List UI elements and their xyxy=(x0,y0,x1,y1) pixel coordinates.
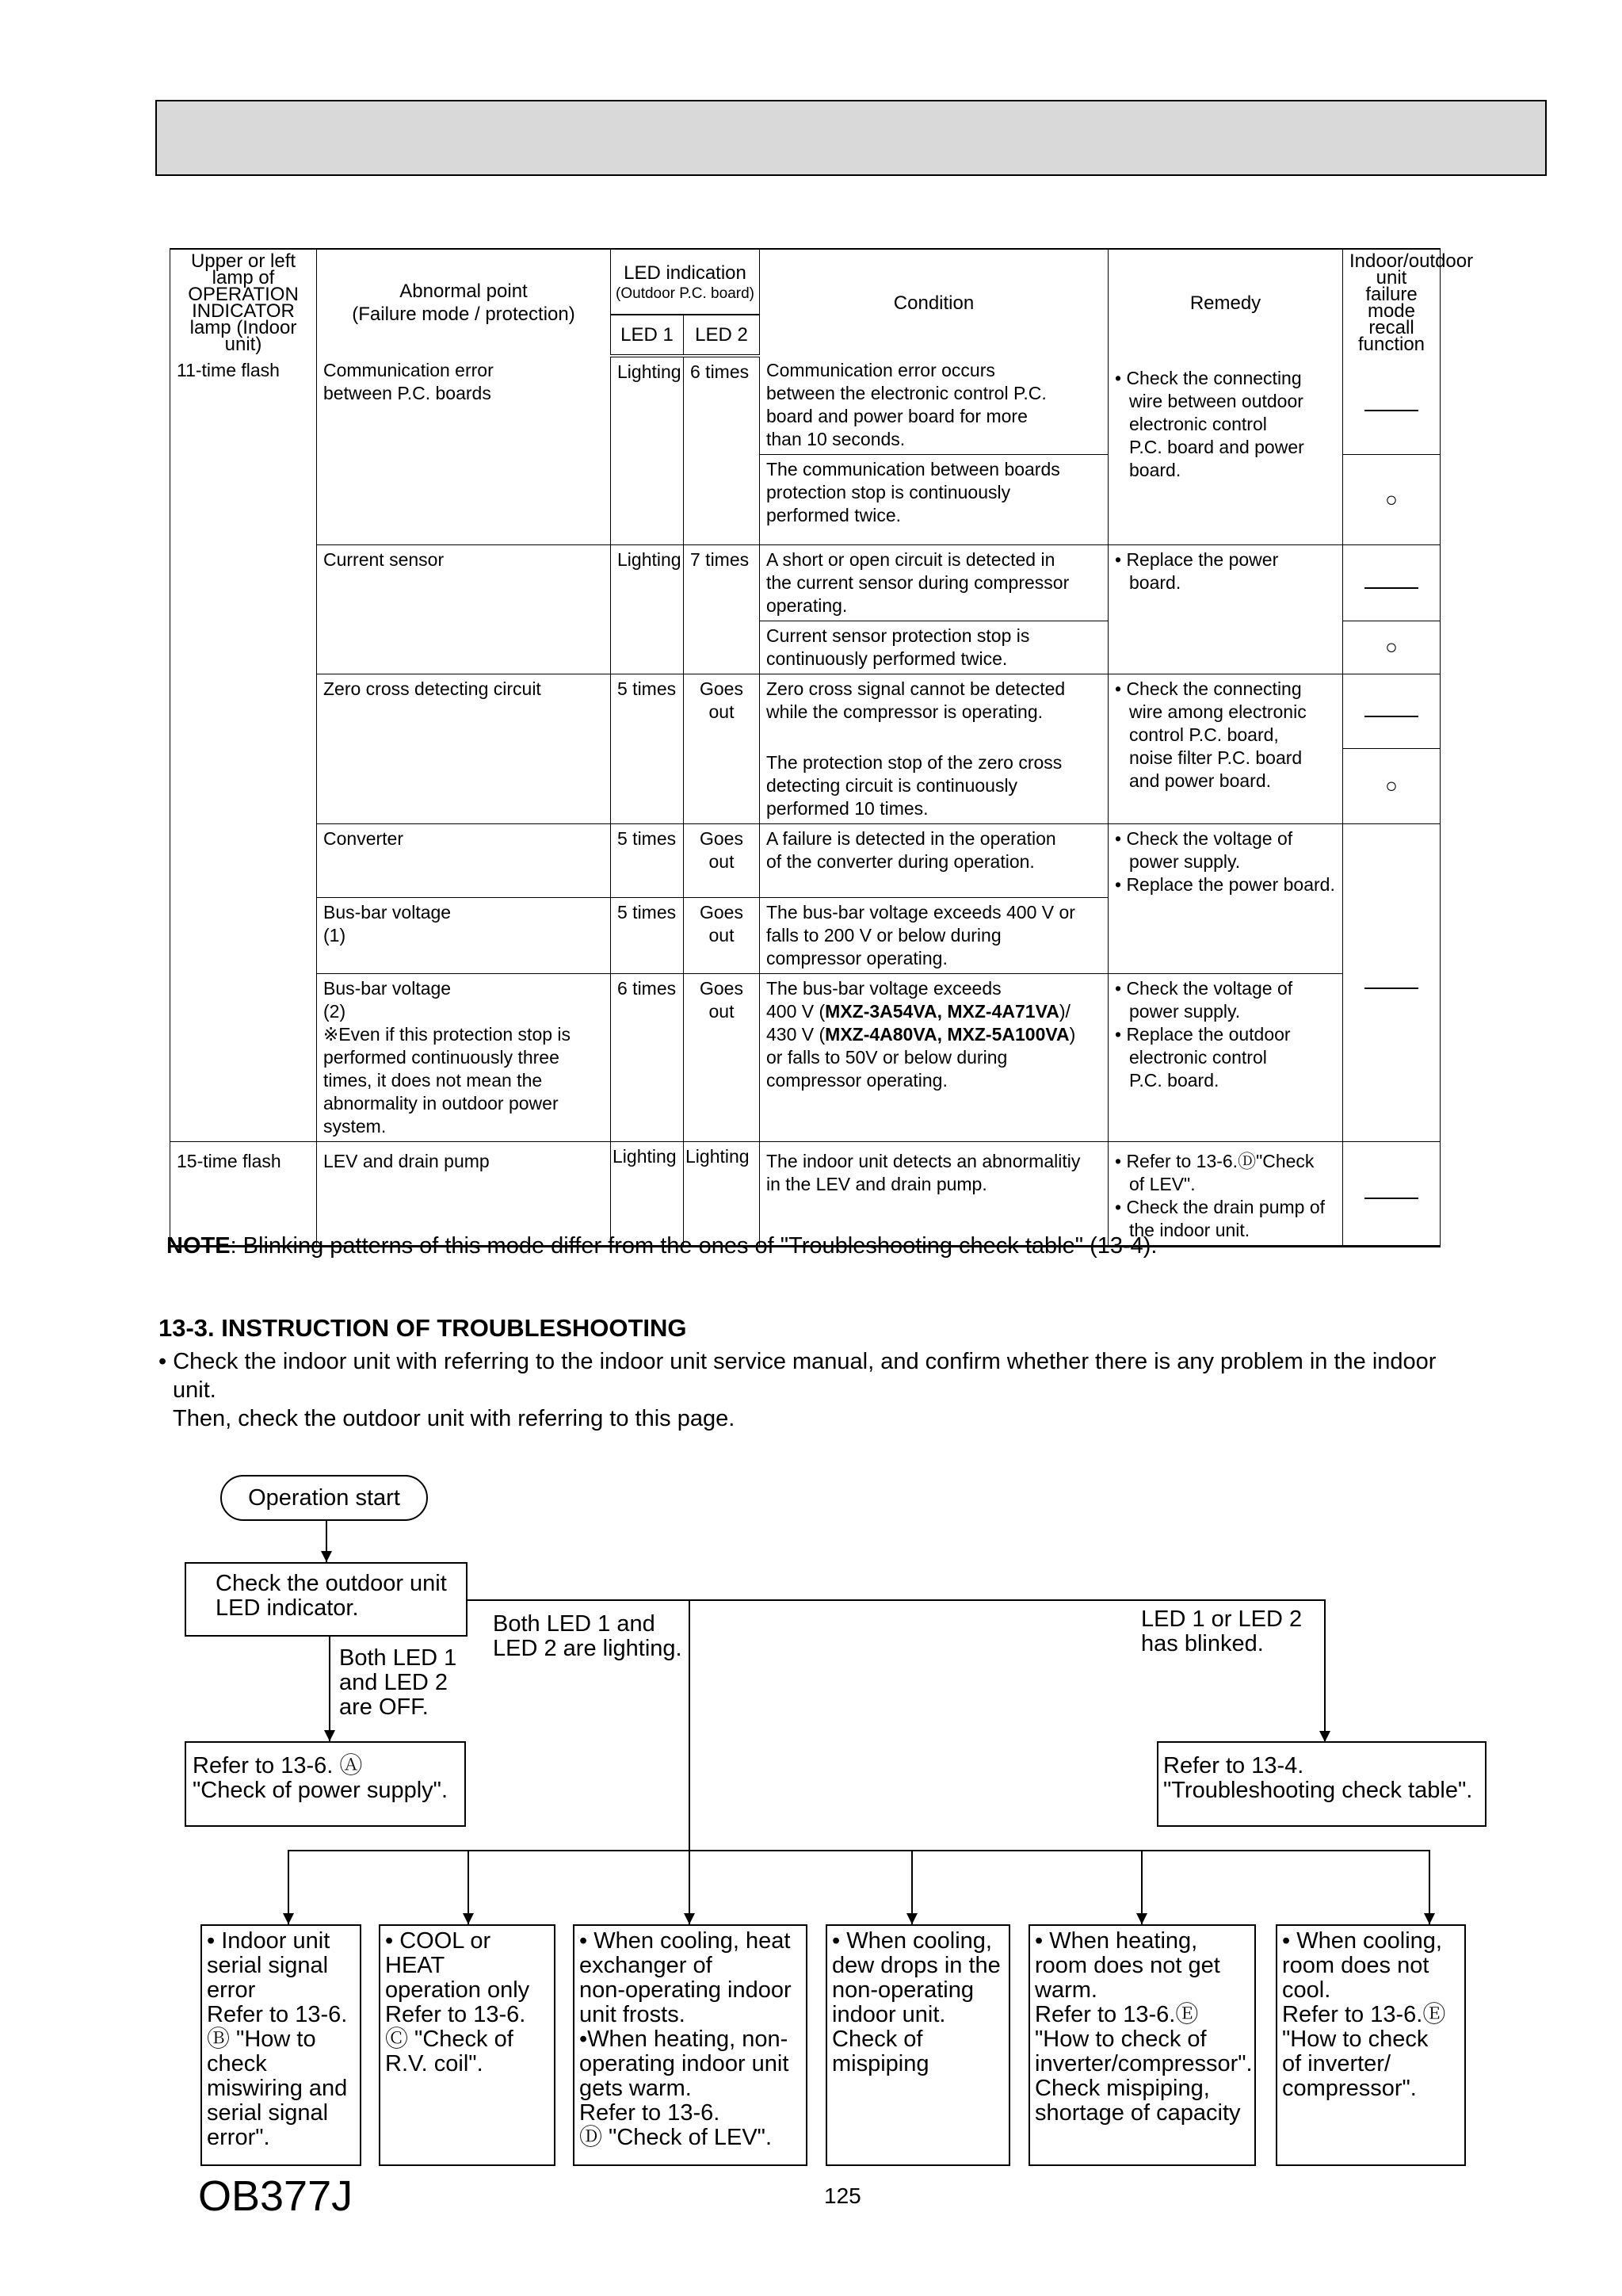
led1-value: Lighting xyxy=(611,1142,684,1247)
led2-value: Goes out xyxy=(684,824,760,898)
header-recall: Indoor/outdoor unit failure mode recall function xyxy=(1343,249,1441,356)
header-remedy: Remedy xyxy=(1109,249,1343,356)
led1-value: Lighting xyxy=(611,356,684,545)
table-row xyxy=(170,1142,1441,1247)
remedy-text: • Check the voltage of power supply. • Replace the outdoor electronic control P.C. board. xyxy=(1109,974,1343,1142)
condition-text: The indoor unit detects an abnormalitiy in the LEV and drain pump. xyxy=(760,1142,1109,1247)
note: NOTE: Blinking patterns of this mode differ from the ones of "Troubleshooting check table" (13-4). xyxy=(166,1233,1158,1259)
remedy-text: • Refer to 13-6.Ⓓ"Check of LEV". • Check the drain pump of the indoor unit. xyxy=(1109,1142,1343,1247)
header-condition: Condition xyxy=(760,249,1109,356)
remedy-text: • Check the connecting wire among electronic control P.C. board, noise filter P.C. board and power board. xyxy=(1109,674,1343,824)
led1-value: 6 times xyxy=(611,974,684,1142)
section-paragraph: • Check the indoor unit with referring to the indoor unit service manual, and confirm whether there is any problem in the indoor unit. Then, check the outdoor unit with referring to this page. xyxy=(158,1349,1437,1431)
arrow-icon xyxy=(463,1913,474,1924)
header-band xyxy=(155,100,1547,176)
led2-value: Goes out xyxy=(684,974,760,1142)
header-led1: LED 1 xyxy=(611,315,684,356)
remedy-text: • Check the connecting wire between outdoor electronic control P.C. board and power board. xyxy=(1109,356,1343,545)
condition-text: The protection stop of the zero cross detecting circuit is continuously performed 10 times. xyxy=(760,748,1109,824)
arrow-icon xyxy=(1319,1731,1330,1742)
table-row xyxy=(170,824,1441,898)
connector-line xyxy=(468,1599,1326,1601)
label-both-off: Both LED 1 and LED 2 are OFF. xyxy=(339,1645,457,1720)
recall-circle: ○ xyxy=(1343,621,1441,674)
point-current-sensor: Current sensor xyxy=(317,545,611,674)
point-communication: Communication error between P.C. boards xyxy=(317,356,611,545)
dash-icon xyxy=(1364,410,1418,411)
arrow-icon xyxy=(321,1551,332,1562)
table-row xyxy=(170,545,1441,621)
arrow-icon xyxy=(1136,1913,1147,1924)
condition-text: A short or open circuit is detected in the current sensor during compressor operating. xyxy=(760,545,1109,621)
point-lev-drain: LEV and drain pump xyxy=(317,1142,611,1247)
led2-value: Goes out xyxy=(684,674,760,824)
recall-circle: ○ xyxy=(1343,748,1441,824)
led-indication-table xyxy=(170,248,1474,1247)
section-title: 13-3. INSTRUCTION OF TROUBLESHOOTING xyxy=(158,1314,687,1342)
condition-text: Current sensor protection stop is continuously performed twice. xyxy=(760,621,1109,674)
condition-text: The bus-bar voltage exceeds 400 V (MXZ-3A54VA, MXZ-4A71VA)/ 430 V (MXZ-4A80VA, MXZ-5A100VA) or falls to 50V or below during compressor operating. xyxy=(760,974,1109,1142)
header-led2: LED 2 xyxy=(684,315,760,356)
label-blinked: LED 1 or LED 2 has blinked. xyxy=(1141,1606,1303,1656)
refer-power-supply: Refer to 13-6. Ⓐ "Check of power supply". xyxy=(185,1741,466,1827)
recall-none xyxy=(1343,674,1441,749)
operation-start: Operation start xyxy=(220,1475,428,1521)
recall-none xyxy=(1343,824,1441,1142)
dash-icon xyxy=(1364,988,1418,989)
connector-line xyxy=(689,1599,690,1851)
arrow-icon xyxy=(684,1913,695,1924)
case-serial-signal: • Indoor unit serial signal error Refer to 13-6. Ⓑ "How to check miswiring and serial signal error". xyxy=(200,1924,361,2166)
connector-line xyxy=(1324,1599,1326,1742)
arrow-icon xyxy=(324,1730,335,1741)
page-number: 125 xyxy=(824,2183,861,2208)
flash-15: 15-time flash xyxy=(170,1142,317,1247)
case-mispiping: • When cooling, dew drops in the non-operating indoor unit. Check of mispiping xyxy=(826,1924,1010,2166)
arrow-icon xyxy=(1424,1913,1435,1924)
condition-text: Zero cross signal cannot be detected while the compressor is operating. xyxy=(760,674,1109,749)
led1-value: Lighting xyxy=(611,545,684,674)
case-rv-coil: • COOL or HEAT operation only Refer to 13-6. Ⓒ "Check of R.V. coil". xyxy=(379,1924,555,2166)
header-abnormal-point: Abnormal point (Failure mode / protection) xyxy=(317,249,611,356)
point-converter: Converter xyxy=(317,824,611,898)
led1-value: 5 times xyxy=(611,674,684,824)
refer-troubleshooting-table: Refer to 13-4. "Troubleshooting check table". xyxy=(1157,1741,1487,1827)
header-led-indication: LED indication (Outdoor P.C. board) xyxy=(611,249,760,315)
connector-line xyxy=(329,1637,330,1741)
recall-none xyxy=(1343,1142,1441,1247)
case-inverter: • When cooling, room does not cool. Refer to 13-6.Ⓔ "How to check of inverter/ compressor". xyxy=(1276,1924,1466,2166)
header-lamp: Upper or left lamp of OPERATION INDICATOR lamp (Indoor unit) xyxy=(170,249,317,356)
condition-text: A failure is detected in the operation of the converter during operation. xyxy=(760,824,1109,898)
point-zero-cross: Zero cross detecting circuit xyxy=(317,674,611,824)
led2-value: 6 times xyxy=(684,356,760,545)
label-both-lighting: Both LED 1 and LED 2 are lighting. xyxy=(493,1611,682,1661)
recall-none xyxy=(1343,545,1441,621)
condition-text: Communication error occurs between the electronic control P.C. board and power board for more than 10 seconds. xyxy=(760,356,1109,455)
recall-circle: ○ xyxy=(1343,455,1441,545)
condition-text: The communication between boards protection stop is continuously performed twice. xyxy=(760,455,1109,545)
point-busbar-1: Bus-bar voltage (1) xyxy=(317,898,611,974)
led1-value: 5 times xyxy=(611,898,684,974)
table-row xyxy=(170,974,1441,1142)
remedy-text: • Check the voltage of power supply. • Replace the power board. xyxy=(1109,824,1343,974)
led1-value: 5 times xyxy=(611,824,684,898)
led2-value: Goes out xyxy=(684,898,760,974)
arrow-icon xyxy=(283,1913,294,1924)
document-code: OB377J xyxy=(198,2172,353,2220)
check-led-indicator: Check the outdoor unit LED indicator. xyxy=(185,1562,468,1637)
arrow-icon xyxy=(906,1913,918,1924)
flash-11: 11-time flash xyxy=(170,356,317,1142)
connector-line xyxy=(288,1850,1429,1851)
led2-value: 7 times xyxy=(684,545,760,674)
table-row xyxy=(170,674,1441,749)
point-busbar-2: Bus-bar voltage (2) ※Even if this protection stop is performed continuously three times, it does not mean the abnormality in outdoor power system. xyxy=(317,974,611,1142)
case-lev: • When cooling, heat exchanger of non-operating indoor unit frosts. •When heating, non- operating indoor unit gets warm. Refer to 13-6. Ⓓ "Check of LEV". xyxy=(573,1924,807,2166)
remedy-text: • Replace the power board. xyxy=(1109,545,1343,674)
led2-value: Lighting xyxy=(684,1142,760,1247)
table-row xyxy=(170,356,1441,455)
dash-icon xyxy=(1364,716,1418,717)
recall-none xyxy=(1343,356,1441,455)
dash-icon xyxy=(1364,1198,1418,1199)
dash-icon xyxy=(1364,587,1418,589)
condition-text: The bus-bar voltage exceeds 400 V or falls to 200 V or below during compressor operating. xyxy=(760,898,1109,974)
case-heating-capacity: • When heating, room does not get warm. Refer to 13-6.Ⓔ "How to check of inverter/compressor". Check mispiping, shortage of capacity xyxy=(1029,1924,1256,2166)
